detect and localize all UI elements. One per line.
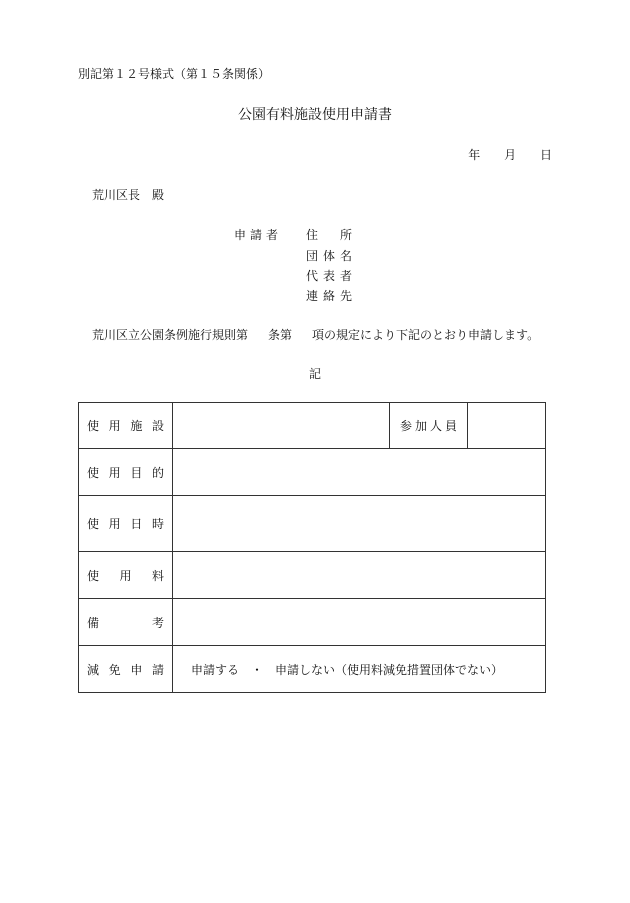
statement-part-2: 条第 [268, 328, 293, 342]
applicant-label: 申請者 [234, 228, 283, 242]
label-cell [79, 403, 173, 449]
label-char: 使 [87, 465, 100, 480]
label-char: 用 [108, 517, 121, 531]
fee-label [87, 567, 164, 584]
fee-value-cell[interactable] [173, 552, 546, 599]
statement-part-3: 項の規定により下記のとおり申請します。 [312, 328, 540, 342]
datetime-value-cell[interactable] [173, 496, 546, 552]
label-char: 的 [151, 465, 164, 480]
organization-label: 団体名 [306, 249, 358, 263]
table-row [79, 403, 546, 449]
facility-value-cell[interactable] [173, 403, 390, 449]
table-row [79, 449, 546, 496]
document-title: 公園有料施設使用申請書 [238, 107, 392, 123]
table-row [79, 599, 546, 646]
purpose-label [87, 464, 164, 481]
label-char: 用 [108, 465, 121, 480]
label-cell [390, 403, 468, 449]
purpose-value-cell[interactable] [173, 449, 546, 496]
label-char: 申 [130, 662, 143, 677]
statement-part-1: 荒川区立公園条例施行規則第 [92, 328, 249, 342]
contact-label: 連絡先 [306, 289, 358, 303]
label-char: 目 [130, 465, 143, 480]
label-char: 用 [108, 419, 121, 433]
label-char: 請 [151, 662, 164, 677]
label-char: 日 [130, 517, 143, 531]
label-char: 備 [87, 615, 100, 630]
table-row [79, 552, 546, 599]
address-label: 住所 [306, 228, 375, 242]
date-year: 年 [468, 148, 481, 162]
exemption-label [87, 661, 164, 678]
label-cell [79, 552, 173, 599]
label-char: 用 [119, 568, 132, 583]
table-row [79, 646, 546, 693]
ki-heading: 記 [308, 367, 321, 381]
form-number-label: 別記第１２号様式（第１５条関係） [78, 67, 271, 81]
application-statement [92, 326, 539, 343]
table-row [79, 496, 546, 552]
participants-label [400, 417, 457, 434]
representative-label: 代表者 [306, 269, 358, 283]
addressee: 荒川区長 殿 [92, 188, 165, 202]
label-char: 員 [444, 419, 457, 433]
datetime-label [87, 515, 164, 532]
label-cell [79, 646, 173, 693]
label-cell [79, 496, 173, 552]
exemption-value[interactable]: 申請する ・ 申請しない（使用料減免措置団体でない） [173, 646, 546, 693]
label-cell [79, 449, 173, 496]
label-char: 施 [130, 419, 143, 433]
remarks-label [87, 614, 164, 631]
application-table [78, 402, 546, 693]
label-char: 使 [87, 419, 100, 433]
label-cell [79, 599, 173, 646]
date-month: 月 [504, 148, 517, 162]
label-char: 時 [151, 517, 164, 531]
label-char: 考 [151, 615, 164, 630]
date-line [448, 146, 552, 163]
label-char: 減 [87, 662, 100, 677]
label-char: 参 [400, 419, 413, 433]
label-char: 料 [151, 568, 164, 583]
label-char: 使 [87, 568, 100, 583]
label-char: 設 [151, 419, 164, 433]
date-day: 日 [539, 148, 552, 162]
label-char: 加 [414, 419, 427, 433]
label-char: 人 [429, 419, 442, 433]
remarks-value-cell[interactable] [173, 599, 546, 646]
facility-label [87, 417, 164, 434]
participants-value-cell[interactable] [468, 403, 546, 449]
label-char: 免 [108, 662, 121, 677]
label-char: 使 [87, 517, 100, 531]
